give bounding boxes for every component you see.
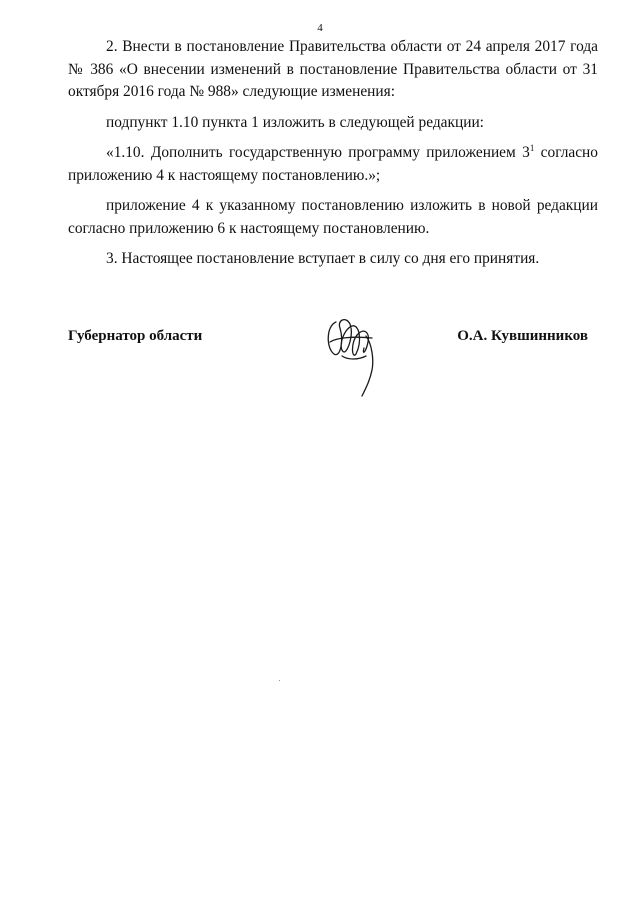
paragraph-quoted-clause — [68, 142, 598, 187]
signer-title: Губернатор области — [68, 328, 203, 344]
document-body — [68, 36, 598, 271]
page-number: 4 — [317, 22, 323, 34]
quoted-clause-text-start: «1.10. Дополнить государственную программу приложением 3 — [106, 144, 530, 161]
paragraph-appendix: приложение 4 к указанному постановлению изложить в новой редакции согласно приложению 6 к настоящему постановлению. — [68, 197, 598, 237]
superscript-index: 1 — [529, 142, 535, 153]
paragraph-subclause: подпункт 1.10 пункта 1 изложить в следующей редакции: — [106, 113, 484, 131]
paragraph-amendment: 2. Внести в постановление Правительства области от 24 апреля 2017 года № 386 «О внесении изменений в постановление Правительства области от 31 октября 2016 года № 988» следующие изменения: — [68, 38, 598, 100]
scan-speck — [279, 680, 280, 681]
paragraph-effective-date: 3. Настоящее постановление вступает в силу со дня его принятия. — [106, 250, 540, 267]
signer-name: О.А. Кувшинников — [457, 328, 588, 344]
handwritten-signature — [322, 312, 382, 398]
quoted-clause-text-end: согласно приложению 4 к настоящему постановлению.»; — [68, 144, 598, 184]
